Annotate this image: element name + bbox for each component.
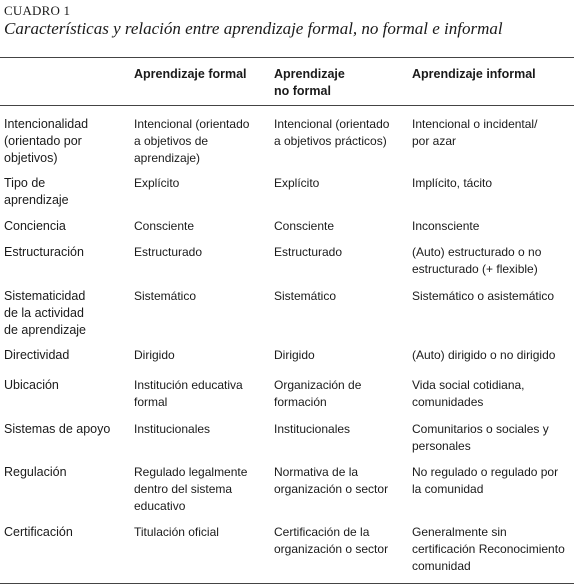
cell-formal-line: Regulado legalmente <box>134 465 248 479</box>
cell-formal-line: Titulación oficial <box>134 525 219 539</box>
cell-formal-line: Institucionales <box>134 422 211 436</box>
row-label-line: Intencionalidad <box>4 117 89 131</box>
cell-no-formal-line: Sistemático <box>274 289 337 303</box>
cell-informal-line: Intencional o incidental/ <box>412 117 538 131</box>
row-label-line: Sistematicidad <box>4 289 86 303</box>
row-label-line: aprendizaje <box>4 193 69 207</box>
cell-formal-line: aprendizaje) <box>134 151 201 165</box>
cell-informal-line: por azar <box>412 134 457 148</box>
cell-no-formal <box>274 347 406 364</box>
cuadro-label: CUADRO 1 <box>4 3 71 18</box>
row-label-line: Certificación <box>4 525 73 539</box>
cell-formal-line: a objetivos de <box>134 134 209 148</box>
cell-no-formal-line: organización o sector <box>274 542 389 556</box>
cell-formal-line: Consciente <box>134 219 195 233</box>
cell-informal <box>412 377 572 411</box>
row-label-line: Ubicación <box>4 378 59 392</box>
row-label-line: Regulación <box>4 465 67 479</box>
row-label-line: Directividad <box>4 348 70 362</box>
cell-informal <box>412 347 572 364</box>
row-label-line: de la actividad <box>4 306 84 320</box>
row-label-line: Sistemas de apoyo <box>4 422 111 436</box>
row-label <box>4 464 129 481</box>
cell-informal <box>412 524 572 575</box>
cell-informal-line: Inconsciente <box>412 219 480 233</box>
cell-no-formal <box>274 218 406 235</box>
cell-informal-line: comunidades <box>412 395 484 409</box>
cuadro-title: Características y relación entre aprendizaje formal, no formal e informal <box>4 19 503 38</box>
row-label-line: objetivos) <box>4 151 58 165</box>
table-top-rule <box>0 57 574 58</box>
cell-no-formal-line: Certificación de la <box>274 525 370 539</box>
cell-formal <box>134 347 269 364</box>
cell-no-formal-line: Estructurado <box>274 245 343 259</box>
header-no-formal-line-1: Aprendizaje <box>274 67 345 81</box>
cell-formal-line: Explícito <box>134 176 180 190</box>
cell-no-formal <box>274 524 406 558</box>
cell-informal-line: certificación Reconocimiento <box>412 542 565 556</box>
cell-informal-line: No regulado o regulado por <box>412 465 559 479</box>
row-label <box>4 524 129 541</box>
cell-informal <box>412 116 572 150</box>
row-label-line: de aprendizaje <box>4 323 87 337</box>
row-label <box>4 116 129 167</box>
cell-informal <box>412 218 572 235</box>
row-label <box>4 288 129 339</box>
cell-no-formal-line: Institucionales <box>274 422 351 436</box>
cell-no-formal <box>274 175 406 192</box>
cell-formal-line: Dirigido <box>134 348 175 362</box>
cell-formal <box>134 524 269 541</box>
cell-informal-line: Sistemático o asistemático <box>412 289 555 303</box>
cell-informal-line: (Auto) dirigido o no dirigido <box>412 348 556 362</box>
row-label-line: Conciencia <box>4 219 66 233</box>
row-label <box>4 347 129 364</box>
cell-formal <box>134 175 269 192</box>
row-label-line: Estructuración <box>4 245 84 259</box>
cell-formal <box>134 116 269 167</box>
row-label <box>4 175 129 209</box>
cell-no-formal-line: Intencional (orientado <box>274 117 390 131</box>
cell-informal-line: Comunitarios o sociales y <box>412 422 549 436</box>
cell-informal <box>412 464 572 498</box>
cell-formal <box>134 377 269 411</box>
row-label-line: (orientado por <box>4 134 82 148</box>
header-no-formal-line-2: no formal <box>274 84 331 98</box>
cell-formal <box>134 421 269 438</box>
cell-no-formal <box>274 421 406 438</box>
cell-informal-line: Vida social cotidiana, <box>412 378 525 392</box>
cell-informal-line: estructurado (+ flexible) <box>412 262 538 276</box>
cell-formal-line: Estructurado <box>134 245 203 259</box>
cell-no-formal <box>274 464 406 498</box>
cell-informal-line: Generalmente sin <box>412 525 507 539</box>
cell-no-formal-line: formación <box>274 395 327 409</box>
cell-no-formal-line: a objetivos prácticos) <box>274 134 387 148</box>
header-formal: Aprendizaje formal <box>134 67 247 81</box>
cell-formal-line: Sistemático <box>134 289 197 303</box>
cell-informal <box>412 288 572 305</box>
row-label <box>4 244 129 261</box>
cell-formal-line: educativo <box>134 499 186 513</box>
header-no-formal <box>274 66 406 100</box>
cell-no-formal <box>274 244 406 261</box>
cell-no-formal-line: Normativa de la <box>274 465 359 479</box>
row-label <box>4 218 129 235</box>
cell-no-formal-line: Consciente <box>274 219 335 233</box>
row-label-line: Tipo de <box>4 176 46 190</box>
cell-informal <box>412 421 572 455</box>
cell-formal <box>134 464 269 515</box>
cell-informal-line: la comunidad <box>412 482 484 496</box>
cell-formal <box>134 244 269 261</box>
cell-informal-line: (Auto) estructurado o no <box>412 245 542 259</box>
cell-no-formal-line: Explícito <box>274 176 320 190</box>
cell-informal-line: Implícito, tácito <box>412 176 493 190</box>
cell-formal <box>134 288 269 305</box>
cell-formal-line: dentro del sistema <box>134 482 233 496</box>
header-bottom-rule <box>0 105 574 106</box>
cell-formal-line: Institución educativa <box>134 378 243 392</box>
cell-formal-line: Intencional (orientado <box>134 117 250 131</box>
cell-no-formal <box>274 288 406 305</box>
cell-informal-line: personales <box>412 439 471 453</box>
row-label <box>4 421 129 438</box>
cell-informal-line: comunidad <box>412 559 471 573</box>
cell-no-formal-line: Dirigido <box>274 348 315 362</box>
cell-informal <box>412 244 572 278</box>
table-bottom-rule <box>0 583 574 584</box>
cell-informal <box>412 175 572 192</box>
cell-formal <box>134 218 269 235</box>
cell-formal-line: formal <box>134 395 168 409</box>
cell-no-formal <box>274 377 406 411</box>
cell-no-formal-line: Organización de <box>274 378 362 392</box>
cell-no-formal-line: organización o sector <box>274 482 389 496</box>
row-label <box>4 377 129 394</box>
header-informal: Aprendizaje informal <box>412 67 536 81</box>
cell-no-formal <box>274 116 406 150</box>
